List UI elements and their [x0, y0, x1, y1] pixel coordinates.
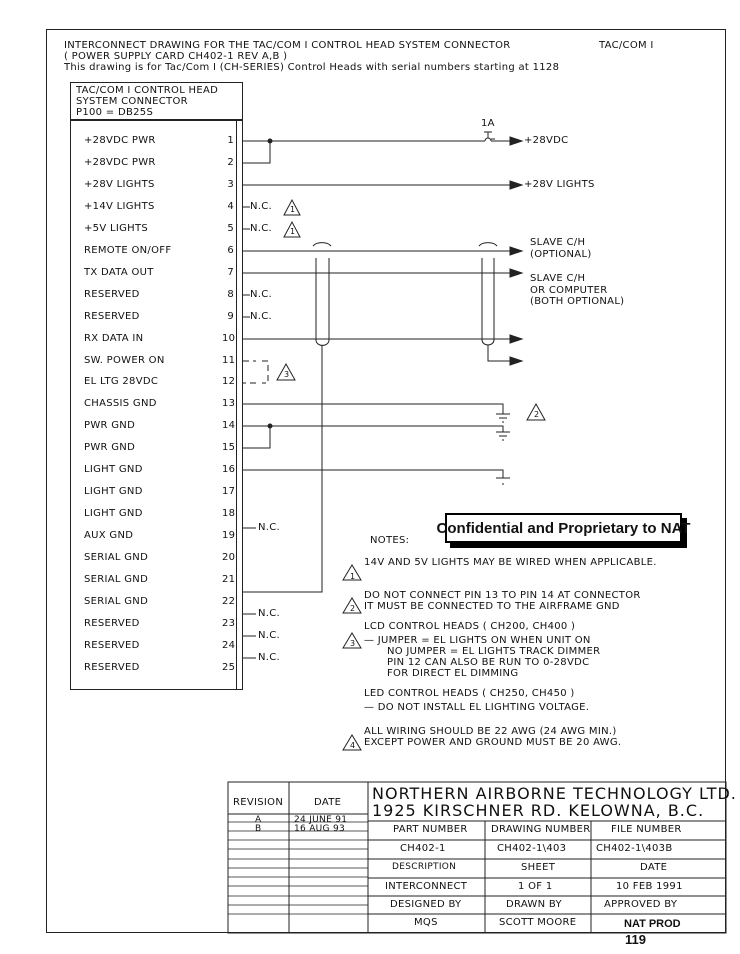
- pin-label: LIGHT GND: [84, 486, 143, 498]
- pin-label: SERIAL GND: [84, 574, 149, 585]
- company-address: 1925 KIRSCHNER RD. KELOWNA, B.C.: [372, 801, 705, 820]
- out-28vdc-label: +28VDC: [524, 135, 569, 146]
- note-ref-number: 1: [290, 205, 296, 214]
- nc-label: N.C.: [250, 289, 273, 300]
- pin-number: 3: [227, 178, 234, 190]
- approved-by-value: NAT PROD: [624, 918, 681, 930]
- designed-by-label: DESIGNED BY: [390, 899, 462, 910]
- out-28v-lights-label: +28V LIGHTS: [524, 179, 595, 190]
- pin-label: SERIAL GND: [84, 595, 149, 607]
- pin-number: 2: [227, 156, 234, 168]
- note-ref-number: 2: [350, 604, 356, 613]
- note-1-text: 14V AND 5V LIGHTS MAY BE WIRED WHEN APPLICABLE.: [364, 557, 657, 568]
- pin-number: 10: [222, 332, 236, 344]
- pin-label: TX DATA OUT: [84, 266, 154, 278]
- pin-number: 5: [227, 222, 234, 234]
- notes-title: NOTES:: [370, 535, 410, 546]
- pin-number: 21: [222, 574, 236, 585]
- pin-label: RESERVED: [84, 310, 140, 322]
- note-2-text: IT MUST BE CONNECTED TO THE AIRFRAME GND: [364, 601, 620, 612]
- pin-number: 12: [222, 376, 236, 388]
- drawing-number-label: DRAWING NUMBER: [491, 824, 591, 835]
- pin-label: RESERVED: [84, 639, 140, 651]
- drawing-number-value: CH402-1\403: [497, 843, 567, 854]
- pin-label: RESERVED: [84, 617, 140, 629]
- date-header: DATE: [314, 797, 342, 808]
- description-label: DESCRIPTION: [392, 862, 457, 872]
- file-number-label: FILE NUMBER: [611, 824, 682, 835]
- pin-number: 1: [227, 135, 234, 146]
- sheet-value: 1 OF 1: [518, 881, 553, 892]
- slave-label: OR COMPUTER: [530, 285, 608, 296]
- connector-title-line: P100 = DB25S: [76, 107, 154, 118]
- approved-by-label: APPROVED BY: [604, 899, 678, 910]
- pin-number: 9: [227, 310, 234, 322]
- pin-label: +28VDC PWR: [84, 156, 156, 168]
- pin-label: +5V LIGHTS: [84, 222, 149, 234]
- connector-title-line: SYSTEM CONNECTOR: [76, 96, 188, 107]
- pin-label: EL LTG 28VDC: [84, 376, 159, 388]
- slave-label: (BOTH OPTIONAL): [530, 296, 625, 307]
- nc-label: N.C.: [258, 630, 281, 641]
- revision-date: 24 JUNE 91: [294, 815, 348, 825]
- date-label: DATE: [640, 862, 668, 873]
- nc-label: N.C.: [258, 652, 281, 663]
- pin-label: +28V LIGHTS: [84, 178, 155, 190]
- pin-number: 24: [222, 639, 236, 651]
- connector-title-line: TAC/COM I CONTROL HEAD: [76, 85, 219, 96]
- revision-letter: B: [255, 824, 262, 834]
- confidential-stamp: Confidential and Proprietary to NAT: [445, 513, 682, 543]
- pin-number: 19: [222, 530, 236, 542]
- pin-number: 13: [222, 398, 236, 410]
- nc-label: N.C.: [258, 522, 281, 533]
- slave-label: SLAVE C/H: [530, 237, 586, 248]
- pin-label: REMOTE ON/OFF: [84, 244, 172, 256]
- pin-label: AUX GND: [84, 530, 134, 542]
- pin-number: 16: [222, 464, 236, 476]
- led-note-text: — DO NOT INSTALL EL LIGHTING VOLTAGE.: [364, 702, 590, 713]
- pin-label: +14V LIGHTS: [84, 200, 155, 212]
- slave-label: SLAVE C/H: [530, 273, 586, 284]
- pin-number: 15: [222, 442, 236, 454]
- pin-number: 14: [222, 420, 236, 432]
- pin-number: 7: [227, 266, 234, 278]
- pin-number: 8: [227, 288, 234, 300]
- note-ref-number: 3: [284, 370, 290, 379]
- note-ref-number: 3: [350, 639, 356, 648]
- note-3-text: FOR DIRECT EL DIMMING: [387, 668, 519, 679]
- description-value: INTERCONNECT: [385, 881, 468, 892]
- nc-label: N.C.: [258, 608, 281, 619]
- nc-label: N.C.: [250, 201, 273, 212]
- pin-number: 4: [227, 200, 234, 212]
- date-value: 10 FEB 1991: [616, 881, 683, 892]
- note-4-text: ALL WIRING SHOULD BE 22 AWG (24 AWG MIN.): [364, 726, 617, 737]
- pin-number: 11: [222, 354, 236, 366]
- pin-label: RESERVED: [84, 288, 140, 300]
- drawing-title: INTERCONNECT DRAWING FOR THE TAC/COM I CONTROL HEAD SYSTEM CONNECTOR: [64, 40, 511, 51]
- designed-by-value: MQS: [414, 917, 438, 928]
- revision-row-rule: [228, 822, 368, 914]
- note-3-text: NO JUMPER = EL LIGHTS TRACK DIMMER: [387, 646, 601, 657]
- pin-label: +28VDC PWR: [84, 135, 156, 146]
- pin-number: 17: [222, 486, 236, 498]
- drawn-by-label: DRAWN BY: [506, 899, 562, 910]
- drawn-by-value: SCOTT MOORE: [499, 917, 577, 928]
- pin-label: PWR GND: [84, 420, 136, 432]
- pin-label: CHASSIS GND: [84, 398, 157, 410]
- led-note-text: LED CONTROL HEADS ( CH250, CH450 ): [364, 688, 575, 699]
- revision-date: 16 AUG 93: [294, 824, 346, 834]
- pin-label: SERIAL GND: [84, 552, 149, 564]
- note-ref-number: 2: [534, 410, 540, 419]
- slave-label: (OPTIONAL): [530, 249, 592, 260]
- company-name: NORTHERN AIRBORNE TECHNOLOGY LTD.: [372, 784, 737, 803]
- note-3-text: PIN 12 CAN ALSO BE RUN TO 0-28VDC: [387, 657, 590, 668]
- pin-label: LIGHT GND: [84, 464, 143, 476]
- nc-label: N.C.: [250, 223, 273, 234]
- note-ref-number: 4: [350, 741, 356, 750]
- fuse-label: 1A: [481, 118, 495, 129]
- pin-number: 20: [222, 552, 236, 564]
- pin-label: SW. POWER ON: [84, 354, 165, 366]
- pin-number: 23: [222, 617, 236, 629]
- part-number-label: PART NUMBER: [393, 824, 468, 835]
- page-number: 119: [625, 932, 646, 947]
- note-ref-number: 1: [290, 227, 296, 236]
- note-2-text: DO NOT CONNECT PIN 13 TO PIN 14 AT CONNECTOR: [364, 590, 641, 601]
- drawing-subtitle: ( POWER SUPPLY CARD CH402-1 REV A,B ): [64, 51, 288, 62]
- revision-letter: A: [255, 815, 262, 825]
- pin-label: RX DATA IN: [84, 332, 144, 344]
- pin-number: 22: [222, 595, 236, 607]
- corner-product-label: TAC/COM I: [599, 40, 654, 51]
- file-number-value: CH402-1\403B: [596, 843, 673, 854]
- pin-number: 25: [222, 661, 236, 673]
- drawing-scope-note: This drawing is for Tac/Com I (CH-SERIES) Control Heads with serial numbers starting at 1128: [64, 62, 560, 73]
- pin-label: LIGHT GND: [84, 508, 143, 520]
- sheet-label: SHEET: [521, 862, 556, 873]
- note-3-text: LCD CONTROL HEADS ( CH200, CH400 ): [364, 621, 576, 632]
- note-3-text: — JUMPER = EL LIGHTS ON WHEN UNIT ON: [364, 635, 591, 646]
- pin-number: 6: [227, 244, 234, 256]
- nc-label: N.C.: [250, 311, 273, 322]
- pin-label: RESERVED: [84, 661, 140, 673]
- note-ref-number: 1: [350, 572, 356, 581]
- part-number-value: CH402-1: [400, 843, 446, 854]
- revision-header: REVISION: [233, 797, 284, 808]
- note-4-text: EXCEPT POWER AND GROUND MUST BE 20 AWG.: [364, 737, 622, 748]
- pin-number: 18: [222, 508, 236, 520]
- pin-label: PWR GND: [84, 442, 136, 454]
